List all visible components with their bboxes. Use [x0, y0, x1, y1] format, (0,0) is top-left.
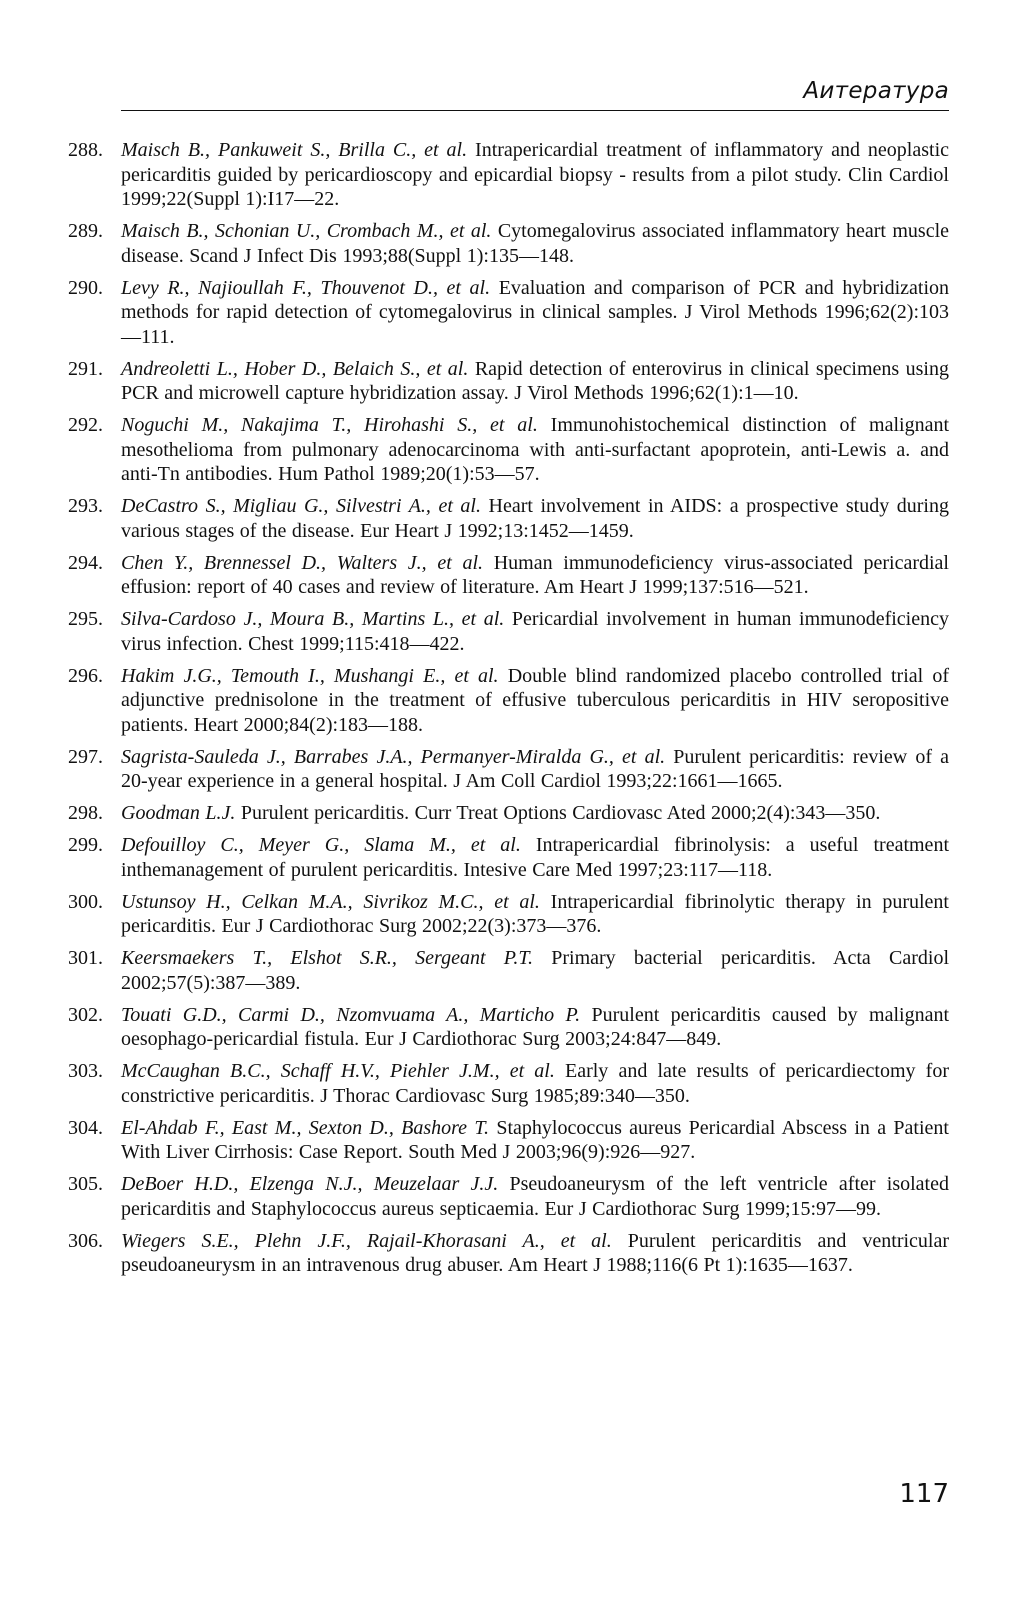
reference-authors: Noguchi M., Nakajima T., Hirohashi S., et al. [121, 414, 538, 436]
reference-item [68, 357, 949, 406]
reference-text [121, 276, 949, 350]
reference-text [121, 1229, 949, 1278]
reference-details: Human immunodeficiency virus-associated pericardial effusion: report of 40 cases and review of literature. Am Heart J 1999;137:516—521. [121, 551, 949, 598]
reference-number: 296. [68, 664, 103, 687]
reference-details: Heart involvement in AIDS: a prospective study during various stages of the disease. Eur Heart J 1992;13:1452—1459. [121, 495, 949, 542]
reference-text [121, 1003, 949, 1052]
reference-number: 293. [68, 495, 103, 517]
reference-item [68, 138, 949, 212]
reference-text [121, 833, 949, 882]
reference-item [68, 219, 950, 268]
reference-text [121, 890, 949, 939]
reference-number: 304. [68, 1116, 103, 1139]
reference-details: Evaluation and comparison of PCR and hybridization methods for rapid detection of cytomegalovirus in clinical samples. J Virol Methods 1996;62(2):103—111. [121, 276, 950, 348]
reference-authors: Andreoletti L., Hober D., Belaich S., et al. [121, 357, 469, 380]
reference-details: Intrapericardial treatment of inflammatory and neoplastic pericarditis guided by pericardioscopy and epicardial biopsy - results from a pilot study. Clin Cardiol 1999;22(Suppl 1):I17—22. [121, 139, 949, 210]
reference-item [68, 833, 949, 882]
reference-item [68, 551, 949, 600]
book-page [68, 0, 950, 1600]
reference-number: 301. [68, 947, 103, 969]
reference-text [121, 607, 949, 656]
reference-list [68, 138, 950, 1285]
reference-item [68, 1116, 949, 1165]
reference-number: 289. [68, 220, 103, 242]
reference-number: 297. [68, 745, 103, 768]
reference-item [68, 413, 950, 487]
reference-details: Cytomegalovirus associated inflammatory heart muscle disease. Scand J Infect Dis 1993;88(Suppl 1):135—148. [121, 220, 950, 267]
reference-item [68, 946, 949, 995]
reference-text [121, 551, 949, 600]
reference-number: 303. [68, 1060, 103, 1082]
reference-number: 299. [68, 834, 103, 856]
reference-details: Primary bacterial pericarditis. Acta Cardiol 2002;57(5):387—389. [121, 947, 949, 994]
reference-authors: DeBoer H.D., Elzenga N.J., Meuzelaar J.J. [121, 1173, 499, 1195]
reference-item [68, 1229, 950, 1278]
reference-authors: Wiegers S.E., Plehn J.F., Rajail-Khorasani A., et al. [121, 1229, 612, 1252]
reference-text [121, 664, 949, 738]
reference-number: 302. [68, 1003, 103, 1026]
page-number: 117 [899, 1479, 949, 1509]
reference-number: 292. [68, 414, 103, 436]
reference-authors: Hakim J.G., Temouth I., Mushangi E., et al. [121, 664, 499, 687]
reference-authors: Sagrista-Sauleda J., Barrabes J.A., Permanyer-Miralda G., et al. [121, 745, 666, 768]
reference-details: Double blind randomized placebo controlled trial of adjunctive prednisolone in the treatment of effusive tuberculous pericarditis in HIV seropositive patients. Heart 2000;84(2):183—188. [121, 664, 949, 736]
reference-authors: Maisch B., Pankuweit S., Brilla C., et al. [121, 139, 468, 161]
running-head-title: Аитература [803, 78, 949, 104]
reference-details: Purulent pericarditis and ventricular pseudoaneurysm in an intravenous drug abuser. Am Heart J 1988;116(6 Pt 1):1635—1637. [121, 1229, 950, 1276]
reference-authors: DeCastro S., Migliau G., Silvestri A., et al. [121, 495, 481, 517]
reference-details: Purulent pericarditis. Curr Treat Options Cardiovasc Ated 2000;2(4):343—350. [235, 802, 881, 824]
reference-text [121, 946, 949, 995]
reference-authors: El-Ahdab F., East M., Sexton D., Bashore T. [121, 1116, 490, 1139]
reference-details: Staphylococcus aureus Pericardial Abscess in a Patient With Liver Cirrhosis: Case Report. South Med J 2003;96(9):926—927. [121, 1116, 949, 1163]
reference-number: 294. [68, 551, 103, 574]
reference-authors: Goodman L.J. [121, 802, 236, 824]
reference-details: Purulent pericarditis caused by malignant oesophago-pericardial fistula. Eur J Cardiothorac Surg 2003;24:847—849. [121, 1003, 949, 1050]
reference-item [68, 607, 949, 656]
reference-text [121, 1059, 949, 1108]
reference-authors: Chen Y., Brennessel D., Walters J., et al. [121, 551, 484, 574]
reference-authors: Keersmaekers T., Elshot S.R., Sergeant P.T. [121, 947, 534, 969]
reference-authors: Levy R., Najioullah F., Thouvenot D., et al. [121, 276, 491, 299]
reference-number: 288. [68, 139, 103, 161]
reference-authors: Defouilloy C., Meyer G., Slama M., et al. [121, 834, 521, 856]
reference-authors: Touati G.D., Carmi D., Nzomvuama A., Marticho P. [121, 1003, 581, 1026]
reference-item [68, 890, 949, 939]
reference-item [68, 801, 949, 826]
reference-details: Intrapericardial fibrinolysis: a useful treatment inthemanagement of purulent pericarditis. Intesive Care Med 1997;23:117—118. [121, 834, 949, 881]
reference-text [121, 1116, 949, 1165]
reference-item [68, 494, 949, 543]
running-head [121, 76, 949, 111]
reference-text [121, 1172, 949, 1221]
reference-text [121, 745, 949, 794]
reference-item [68, 1172, 949, 1221]
reference-details: Intrapericardial fibrinolytic therapy in purulent pericarditis. Eur J Cardiothorac Surg 2002;22(3):373—376. [121, 890, 949, 937]
reference-details: Immunohistochemical distinction of malignant mesothelioma from pulmonary adenocarcinoma with anti-surfactant apoprotein, anti-Lewis a. and anti-Tn antibodies. Hum Pathol 1989;20(1):53—57. [121, 414, 950, 485]
reference-details: Purulent pericarditis: review of a 20-year experience in a general hospital. J Am Coll Cardiol 1993;22:1661—1665. [121, 745, 950, 792]
reference-authors: McCaughan B.C., Schaff H.V., Piehler J.M., et al. [121, 1060, 555, 1082]
reference-number: 300. [68, 890, 103, 913]
reference-item [68, 664, 949, 738]
reference-number: 298. [68, 802, 103, 824]
reference-item [68, 1059, 949, 1108]
reference-number: 295. [68, 608, 103, 630]
reference-text [121, 494, 949, 543]
reference-authors: Maisch B., Schonian U., Crombach M., et al. [121, 220, 492, 242]
reference-text [121, 801, 949, 826]
reference-authors: Silva-Cardoso J., Moura B., Martins L., et al. [121, 608, 505, 630]
reference-text [121, 357, 949, 406]
reference-text [121, 219, 949, 268]
reference-number: 291. [68, 357, 103, 380]
reference-text [121, 138, 949, 212]
reference-item [68, 276, 950, 350]
reference-details: Early and late results of pericardiectomy for constrictive pericarditis. J Thorac Cardiovasc Surg 1985;89:340—350. [121, 1060, 949, 1107]
reference-text [121, 413, 949, 487]
reference-details: Pseudoaneurysm of the left ventricle after isolated pericarditis and Staphylococcus aureus septicaemia. Eur J Cardiothorac Surg 1999;15:97—99. [121, 1173, 949, 1220]
reference-item [68, 1003, 949, 1052]
reference-item [68, 745, 950, 794]
reference-authors: Ustunsoy H., Celkan M.A., Sivrikoz M.C., et al. [121, 890, 540, 913]
reference-number: 290. [68, 276, 103, 299]
reference-details: Pericardial involvement in human immunodeficiency virus infection. Chest 1999;115:418—422. [121, 608, 949, 655]
reference-number: 305. [68, 1173, 103, 1195]
reference-details: Rapid detection of enterovirus in clinical specimens using PCR and microwell capture hybridization assay. J Virol Methods 1996;62(1):1—10. [121, 357, 949, 404]
reference-number: 306. [68, 1229, 103, 1252]
